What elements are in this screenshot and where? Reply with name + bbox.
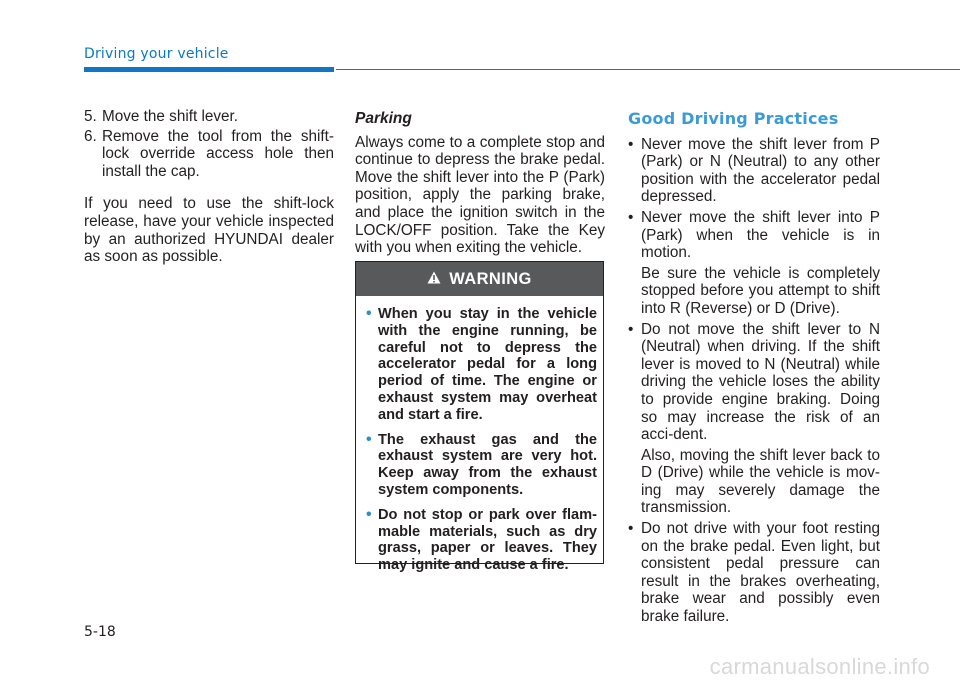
parking-paragraph: Always come to a complete stop and continue to depress the brake pedal. Move the shift lever into the P (Park) position, apply the parking brake, and place the ignition switch in the LOCK/OFF position. Take the Key with you when exiting the vehicle. [355,133,605,257]
bullet-icon: • [628,520,634,538]
column-right [628,110,880,629]
warning-item [366,306,597,424]
warning-triangle-icon [427,270,441,289]
warning-item [366,432,597,499]
page-header [84,46,960,76]
watermark: carmanualsonline.info [709,654,930,679]
warning-title: WARNING [449,269,532,288]
step-item [84,128,334,181]
list-item-note: Also, moving the shift lever back to D (Drive) while the vehicle is mov-ing may severely damage the transmission. [641,446,880,517]
bullet-icon: • [366,430,372,448]
header-rule-thick [84,67,334,72]
good-driving-heading: Good Driving Practices [628,109,839,128]
step-number: 5. [84,108,97,125]
step-text: Move the shift lever. [102,108,239,125]
list-item-text: Do not move the shift lever to N (Neutral) when driving. If the shift lever is moved to N (Neutral) while driving the vehicle loses the ability to provide engine braking. Doing so may increase the risk of an acci-dent. [641,320,880,444]
column-left [84,108,334,266]
step-text: Remove the tool from the shift-lock override access hole then install the cap. [102,127,334,180]
list-item [628,520,880,626]
warning-item [366,507,597,574]
list-item [628,321,880,444]
warning-item-text: Do not stop or park over flam-mable materials, such as dry grass, paper or leaves. They may ignite and cause a fire. [378,506,597,574]
step-number: 6. [84,127,97,145]
inspection-paragraph: If you need to use the shift-lock release, have your vehicle inspected by an authorized HYUNDAI dealer as soon as possible. [84,195,334,266]
warning-item-text: When you stay in the vehicle with the engine running, be careful not to depress the accelerator pedal for a long period of time. The engine or exhaust system may overheat and start a fire. [378,306,597,423]
page-number: 5-18 [84,624,116,640]
bullet-icon: • [366,305,372,322]
bullet-icon: • [628,320,634,338]
step-item [84,108,334,126]
bullet-icon: • [628,208,634,226]
warning-body [356,296,603,574]
list-item-note: Be sure the vehicle is completely stopped before you attempt to shift into R (Reverse) or D (Drive). [641,264,880,317]
parking-heading: Parking [355,110,412,127]
warning-item-text: The exhaust gas and the exhaust system are very hot. Keep away from the exhaust system components. [378,431,597,498]
warning-header [356,262,603,296]
column-middle [355,108,605,257]
list-item-text: Never move the shift lever from P (Park) or N (Neutral) to any other position with the accelerator pedal depressed. [641,135,880,206]
section-title: Driving your vehicle [84,46,229,62]
header-rule-thin [336,69,960,70]
bullet-icon: • [366,505,372,523]
warning-box [355,261,604,574]
list-item [628,209,880,262]
list-item-text: Never move the shift lever into P (Park) when the vehicle is in motion. [641,208,880,262]
bullet-icon: • [628,135,634,153]
list-item-text: Do not drive with your foot resting on the brake pedal. Even light, but consistent pedal pressure can result in the brakes overheating, brake wear and possibly even brake failure. [641,520,880,626]
list-item [628,136,880,206]
